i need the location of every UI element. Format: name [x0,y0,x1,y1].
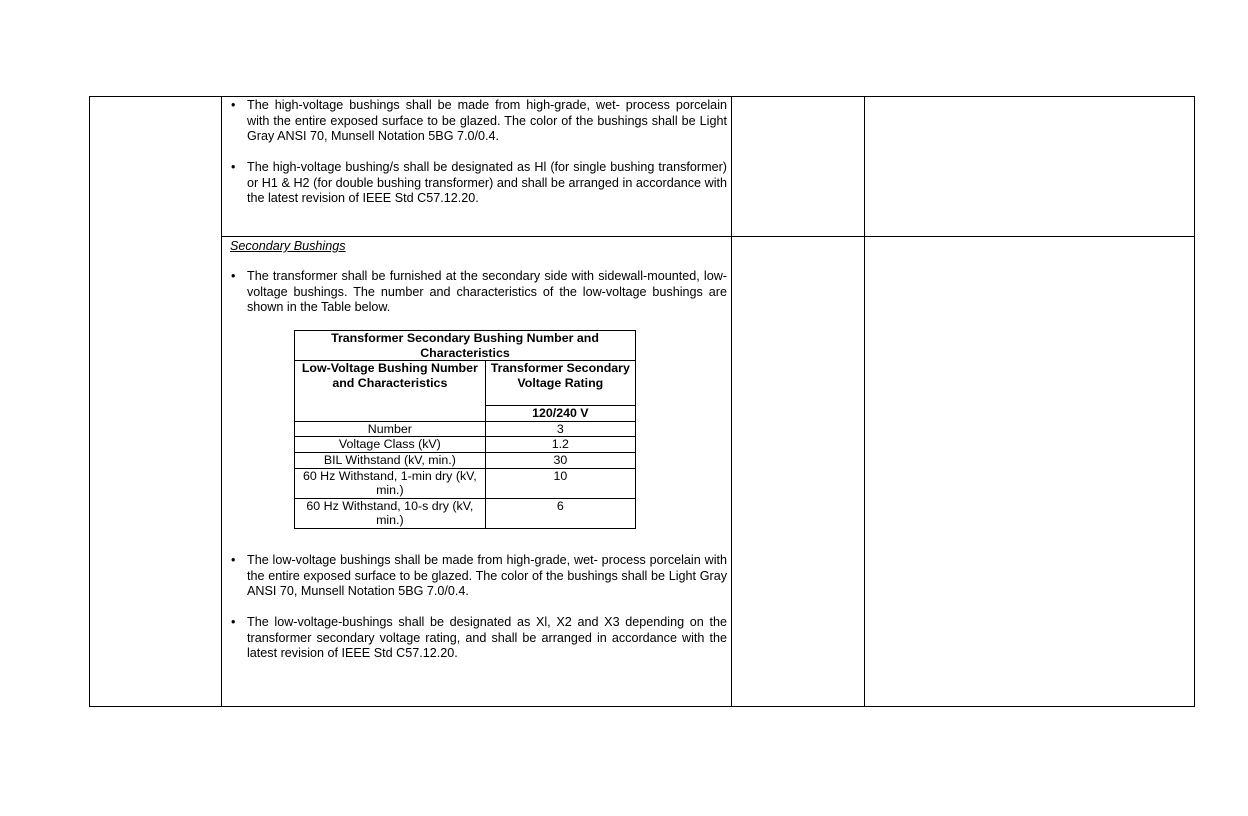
table-row [295,498,636,528]
col2-subheader: 120/240 V [485,406,635,422]
row-divider [221,236,1194,237]
secondary-bushings-heading: Secondary Bushings [230,239,346,253]
table-title: Transformer Secondary Bushing Number and Characteristics [295,331,636,361]
spec-table [89,96,1195,707]
row-label: Voltage Class (kV) [295,437,486,453]
col1-header: Low-Voltage Bushing Number and Characteristics [295,361,486,422]
secondary-bullets [230,553,727,677]
list-item: • The high-voltage bushing/s shall be designated as Hl (for single bushing transformer) or H1 & H2 (for double bushing transformer) and shall be arranged in accordance with the latest revision of IEEE Std C57.12.20. [231,160,727,205]
column-divider [864,97,865,706]
table-row [295,437,636,453]
hv-bushings-cell [230,98,727,222]
table-row [295,468,636,498]
row-label: Number [295,421,486,437]
row-value: 30 [485,452,635,468]
col2-header: Transformer Secondary Voltage Rating [485,361,635,406]
secondary-intro [230,269,727,331]
row-value: 3 [485,421,635,437]
row-value: 6 [485,498,635,528]
secondary-bushing-table [294,330,636,529]
hv-bullet-1-text: The high-voltage bushings shall be made from high-grade, wet- process porcelain with the entire exposed surface to be glazed. The color of the bushings shall be Light Gray ANSI 70, Munsell Notation 5BG 7.0/0.4. [247,98,727,143]
table-row [295,421,636,437]
list-item: • The low-voltage bushings shall be made from high-grade, wet- process porcelain with the entire exposed surface to be glazed. The color of the bushings shall be Light Gray ANSI 70, Munsell Notation 5BG 7.0/0.4. [231,553,727,598]
lv-bullet-1-text: The low-voltage bushings shall be made from high-grade, wet- process porcelain with the entire exposed surface to be glazed. The color of the bushings shall be Light Gray ANSI 70, Munsell Notation 5BG 7.0/0.4. [247,553,727,598]
row-value: 1.2 [485,437,635,453]
column-divider [221,97,222,706]
column-divider [731,97,732,706]
lv-bullet-2-text: The low-voltage-bushings shall be designated as Xl, X2 and X3 depending on the transformer secondary voltage rating, and shall be arranged in accordance with the latest revision of IEEE Std C57.12.20. [247,615,727,660]
row-label: 60 Hz Withstand, 10-s dry (kV, min.) [295,498,486,528]
list-item: • The high-voltage bushings shall be made from high-grade, wet- process porcelain with the entire exposed surface to be glazed. The color of the bushings shall be Light Gray ANSI 70, Munsell Notation 5BG 7.0/0.4. [231,98,727,143]
list-item: • The low-voltage-bushings shall be designated as Xl, X2 and X3 depending on the transformer secondary voltage rating, and shall be arranged in accordance with the latest revision of IEEE Std C57.12.20. [231,615,727,660]
hv-bullet-2-text: The high-voltage bushing/s shall be designated as Hl (for single bushing transformer) or H1 & H2 (for double bushing transformer) and shall be arranged in accordance with the latest revision of IEEE Std C57.12.20. [247,160,727,205]
row-value: 10 [485,468,635,498]
list-item: • The transformer shall be furnished at the secondary side with sidewall-mounted, low-voltage bushings. The number and characteristics of the low-voltage bushings are shown in the Table below. [231,269,727,314]
table-row [295,452,636,468]
secondary-intro-text: The transformer shall be furnished at the secondary side with sidewall-mounted, low-voltage bushings. The number and characteristics of the low-voltage bushings are shown in the Table below. [247,269,727,314]
row-label: 60 Hz Withstand, 1-min dry (kV, min.) [295,468,486,498]
row-label: BIL Withstand (kV, min.) [295,452,486,468]
